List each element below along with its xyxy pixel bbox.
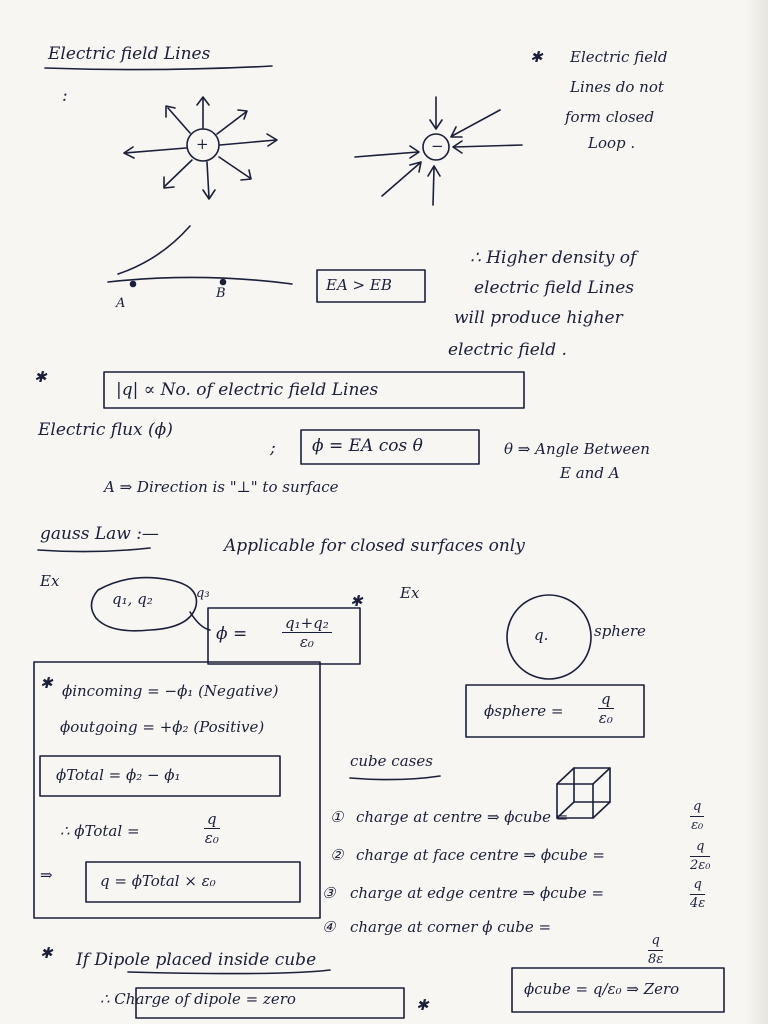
- point-b-label: B: [216, 286, 226, 301]
- total-flux-gauss: ∴ ϕTotal =: [60, 822, 140, 840]
- fraction-numerator: q₁+q₂: [282, 614, 332, 633]
- charge-q3-outside: q₃: [196, 586, 210, 601]
- note-loop-line-4: Loop .: [588, 134, 636, 152]
- star-marker: ✱: [350, 592, 363, 610]
- sphere-charge: q.: [534, 626, 549, 644]
- fraction-denominator: ε₀: [598, 709, 613, 727]
- star-marker: ✱: [530, 48, 543, 66]
- positive-charge-symbol: +: [196, 135, 209, 153]
- case-2-text: charge at face centre ⇒ ϕcube =: [356, 846, 605, 864]
- note-density-line-2: electric field Lines: [474, 278, 634, 298]
- star-marker: ✱: [34, 368, 47, 386]
- fraction-denominator: 4ε: [690, 896, 706, 911]
- case-2-number: ②: [330, 846, 344, 864]
- negative-charge-symbol: −: [431, 137, 444, 155]
- star-marker: ✱: [40, 944, 53, 962]
- fraction-q-over-e0-total: [204, 810, 220, 847]
- case-4-fraction: [648, 932, 663, 969]
- cube-cases-title: cube cases: [350, 752, 433, 770]
- fraction-q1q2-over-e0: [282, 614, 332, 651]
- flux-label: Electric flux (ϕ): [38, 420, 173, 440]
- note-density-line-1: ∴ Higher density of: [470, 248, 637, 268]
- total-flux: ϕTotal = ϕ₂ − ϕ₁: [56, 766, 181, 784]
- dipole-underline: [128, 970, 330, 974]
- dipole-statement: If Dipole placed inside cube: [76, 950, 317, 970]
- cube-cases-underline: [350, 776, 440, 780]
- note-loop-line-1: Electric field: [570, 48, 668, 66]
- case-1-number: ①: [330, 808, 344, 826]
- dipole-flux: ϕcube = q/ε₀ ⇒ Zero: [524, 980, 680, 998]
- case-3-text: charge at edge centre ⇒ ϕcube =: [350, 884, 605, 902]
- colon-mark: :: [62, 86, 68, 106]
- area-note: A ⇒ Direction is "⊥" to surface: [104, 478, 339, 496]
- incoming-flux: ϕincoming = −ϕ₁ (Negative): [62, 682, 279, 700]
- fraction-numerator: q: [598, 690, 614, 709]
- theta-note-line-1: θ ⇒ Angle Between: [504, 440, 650, 458]
- note-density-line-4: electric field .: [448, 340, 567, 360]
- proportional-statement: |q| ∝ No. of electric field Lines: [116, 380, 379, 400]
- gauss-label: gauss Law :—: [40, 524, 159, 544]
- q-equation: q = ϕTotal × ε₀: [100, 872, 216, 890]
- page-title: Electric field Lines: [48, 44, 211, 64]
- case-3-fraction: [690, 876, 705, 913]
- sphere-circle: [507, 595, 591, 679]
- fraction-numerator: q: [690, 838, 710, 857]
- note-loop-line-2: Lines do not: [570, 78, 664, 96]
- field-line-ab-diagram: [108, 226, 292, 287]
- fraction-denominator: ε₀: [204, 829, 219, 847]
- phi-equals: ϕ =: [216, 624, 248, 644]
- flux-separator: ;: [270, 438, 276, 458]
- fraction-numerator: q: [648, 932, 663, 951]
- phi-sphere: ϕsphere =: [484, 702, 564, 720]
- arrow-marker: ⇒: [40, 866, 53, 884]
- theta-note-line-2: E and A: [560, 464, 620, 482]
- ea-gt-eb: EA > EB: [326, 276, 392, 294]
- star-marker: ✱: [40, 674, 53, 692]
- title-underline: [45, 66, 272, 70]
- gauss-note: Applicable for closed surfaces only: [224, 536, 525, 556]
- example-label-1: Ex: [40, 572, 60, 590]
- case-1-fraction: [690, 798, 704, 835]
- fraction-numerator: q: [690, 798, 704, 817]
- fraction-denominator: ε₀: [691, 818, 704, 833]
- outgoing-flux: ϕoutgoing = +ϕ₂ (Positive): [60, 718, 265, 736]
- dipole-charge: ∴ Charge of dipole = zero: [100, 990, 296, 1008]
- case-4-number: ④: [322, 918, 336, 936]
- fraction-denominator: 2ε₀: [690, 858, 711, 873]
- case-3-number: ③: [322, 884, 336, 902]
- sphere-label: sphere: [594, 622, 646, 640]
- fraction-q-over-e0-sphere: [598, 690, 614, 727]
- point-a-label: A: [116, 296, 126, 311]
- note-loop-line-3: form closed: [565, 108, 655, 126]
- case-4-text: charge at corner ϕ cube =: [350, 918, 552, 936]
- fraction-numerator: q: [690, 876, 705, 895]
- flux-formula: ϕ = EA cos θ: [312, 436, 423, 456]
- charges-inside-surface: q₁, q₂: [112, 590, 153, 608]
- note-density-line-3: will produce higher: [454, 308, 623, 328]
- star-marker: ✱: [416, 996, 429, 1014]
- case-2-fraction: [690, 838, 710, 875]
- fraction-denominator: 8ε: [648, 952, 664, 967]
- gauss-underline: [38, 548, 150, 552]
- fraction-numerator: q: [204, 810, 220, 829]
- example-label-2: Ex: [400, 584, 420, 602]
- fraction-denominator: ε₀: [299, 633, 314, 651]
- page-edge-shadow: [746, 0, 768, 1024]
- case-1-text: charge at centre ⇒ ϕcube =: [356, 808, 569, 826]
